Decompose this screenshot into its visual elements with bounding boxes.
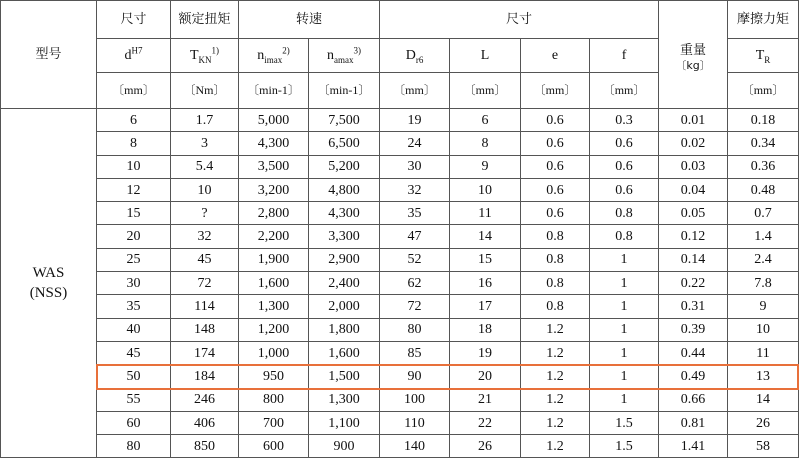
table-cell: 0.6	[521, 178, 590, 201]
table-cell: 0.12	[659, 225, 728, 248]
table-cell: 12	[97, 178, 171, 201]
table-cell: 25	[97, 248, 171, 271]
table-cell: 1,100	[309, 411, 380, 434]
unit-dr6: 〔mm〕	[380, 73, 450, 109]
table-cell: 1	[590, 248, 659, 271]
table-cell: 1,900	[239, 248, 309, 271]
table-cell: 14	[450, 225, 521, 248]
table-cell: 406	[171, 411, 239, 434]
table-cell: 5.4	[171, 155, 239, 178]
table-cell: 2,200	[239, 225, 309, 248]
table-cell: 17	[450, 295, 521, 318]
table-cell: 80	[380, 318, 450, 341]
table-row	[1, 318, 799, 341]
sym-tr: $T_R$	[728, 39, 799, 73]
table-cell: 1.2	[521, 388, 590, 411]
table-cell: 2.4	[728, 248, 799, 271]
table-cell: 1.2	[521, 341, 590, 364]
unit-e: 〔mm〕	[521, 73, 590, 109]
table-cell: 0.49	[659, 365, 728, 388]
table-cell: 3,500	[239, 155, 309, 178]
table-cell: 1,500	[309, 365, 380, 388]
table-cell: 0.6	[521, 155, 590, 178]
table-cell: 4,300	[239, 132, 309, 155]
table-cell: 2,400	[309, 272, 380, 295]
table-cell: 10	[450, 178, 521, 201]
table-cell: 3,200	[239, 178, 309, 201]
table-cell: 4,800	[309, 178, 380, 201]
table-row	[1, 388, 799, 411]
table-cell: 114	[171, 295, 239, 318]
table-cell: 2,900	[309, 248, 380, 271]
table-cell: 15	[450, 248, 521, 271]
table-cell: 72	[380, 295, 450, 318]
table-cell: 30	[97, 272, 171, 295]
table-cell: 35	[380, 202, 450, 225]
table-cell: 35	[97, 295, 171, 318]
unit-nimax: 〔min-1〕	[239, 73, 309, 109]
table-cell: 0.22	[659, 272, 728, 295]
model-cell	[1, 109, 97, 458]
table-cell: 900	[309, 435, 380, 458]
table-cell: 6	[450, 109, 521, 132]
table-cell: 1.4	[728, 225, 799, 248]
table-cell: 850	[171, 435, 239, 458]
table-cell: 0.66	[659, 388, 728, 411]
table-cell: 0.81	[659, 411, 728, 434]
table-cell: 0.44	[659, 341, 728, 364]
table-row	[1, 365, 799, 388]
table-cell: 0.36	[728, 155, 799, 178]
table-cell: 20	[97, 225, 171, 248]
table-cell: 7,500	[309, 109, 380, 132]
table-cell: 800	[239, 388, 309, 411]
table-cell: 21	[450, 388, 521, 411]
table-cell: 85	[380, 341, 450, 364]
table-cell: 1,600	[309, 341, 380, 364]
table-row	[1, 248, 799, 271]
table-cell: 62	[380, 272, 450, 295]
table-cell: 600	[239, 435, 309, 458]
table-cell: 90	[380, 365, 450, 388]
weight-label: 重量	[680, 43, 707, 58]
table-cell: 55	[97, 388, 171, 411]
table-cell: 0.04	[659, 178, 728, 201]
header-friction-torque: 摩擦力矩	[728, 1, 799, 39]
table-cell: 10	[171, 178, 239, 201]
model-name: WAS	[32, 265, 65, 282]
table-cell: 100	[380, 388, 450, 411]
table-cell: 0.8	[521, 295, 590, 318]
weight-unit: 〔kg〕	[675, 59, 711, 72]
sym-dr6: $D_{r6}$	[380, 39, 450, 73]
table-cell: 0.39	[659, 318, 728, 341]
table-cell: 50	[97, 365, 171, 388]
table-cell: 0.14	[659, 248, 728, 271]
table-row	[1, 155, 799, 178]
table-cell: 1,300	[309, 388, 380, 411]
table-cell: 0.48	[728, 178, 799, 201]
unit-tr: 〔mm〕	[728, 73, 799, 109]
table-cell: 11	[450, 202, 521, 225]
table-cell: 1	[590, 341, 659, 364]
table-cell: 2,000	[309, 295, 380, 318]
table-cell: 8	[450, 132, 521, 155]
table-cell: 0.6	[521, 202, 590, 225]
table-cell: 80	[97, 435, 171, 458]
table-row	[1, 225, 799, 248]
table-cell: 1,800	[309, 318, 380, 341]
table-cell: 0.6	[521, 132, 590, 155]
table-cell: ?	[171, 202, 239, 225]
table-cell: 20	[450, 365, 521, 388]
table-cell: 60	[97, 411, 171, 434]
table-cell: 19	[450, 341, 521, 364]
table-cell: 0.31	[659, 295, 728, 318]
table-cell: 1	[590, 388, 659, 411]
table-row	[1, 109, 799, 132]
table-row	[1, 132, 799, 155]
table-cell: 1,600	[239, 272, 309, 295]
table-cell: 15	[97, 202, 171, 225]
table-cell: 10	[97, 155, 171, 178]
header-weight	[659, 1, 728, 109]
table-cell: 0.8	[590, 225, 659, 248]
table-cell: 19	[380, 109, 450, 132]
table-cell: 0.6	[590, 178, 659, 201]
table-cell: 0.03	[659, 155, 728, 178]
unit-f: 〔mm〕	[590, 73, 659, 109]
table-cell: 1	[590, 318, 659, 341]
table-cell: 5,200	[309, 155, 380, 178]
table-cell: 10	[728, 318, 799, 341]
table-cell: 26	[728, 411, 799, 434]
sym-namax: $n_{amax}^{3)}$	[309, 39, 380, 73]
unit-d: 〔mm〕	[97, 73, 171, 109]
table-cell: 0.8	[590, 202, 659, 225]
table-row	[1, 272, 799, 295]
table-cell: 8	[97, 132, 171, 155]
table-cell: 1,200	[239, 318, 309, 341]
table-cell: 174	[171, 341, 239, 364]
table-cell: 18	[450, 318, 521, 341]
table-cell: 700	[239, 411, 309, 434]
table-cell: 0.8	[521, 248, 590, 271]
table-cell: 45	[171, 248, 239, 271]
table-cell: 0.05	[659, 202, 728, 225]
table-row	[1, 435, 799, 458]
table-cell: 2,800	[239, 202, 309, 225]
table-cell: 1	[590, 272, 659, 295]
table-cell: 16	[450, 272, 521, 295]
table-cell: 950	[239, 365, 309, 388]
header-model: 型号	[1, 1, 97, 109]
table-cell: 0.6	[590, 155, 659, 178]
table-cell: 148	[171, 318, 239, 341]
table-cell: 0.18	[728, 109, 799, 132]
table-cell: 0.7	[728, 202, 799, 225]
table-row	[1, 295, 799, 318]
table-cell: 1.2	[521, 318, 590, 341]
table-cell: 0.02	[659, 132, 728, 155]
sym-d: $d^{H7}$	[97, 39, 171, 73]
unit-tkn: 〔Nm〕	[171, 73, 239, 109]
table-cell: 1.2	[521, 365, 590, 388]
table-cell: 58	[728, 435, 799, 458]
table-cell: 32	[380, 178, 450, 201]
table-cell: 40	[97, 318, 171, 341]
sym-nimax: $n_{imax}^{2)}$	[239, 39, 309, 73]
table-cell: 0.6	[521, 109, 590, 132]
table-cell: 47	[380, 225, 450, 248]
table-cell: 0.8	[521, 272, 590, 295]
table-cell: 1.7	[171, 109, 239, 132]
table-cell: 9	[728, 295, 799, 318]
table-cell: 184	[171, 365, 239, 388]
model-series: (NSS)	[29, 285, 68, 302]
table-cell: 1.5	[590, 411, 659, 434]
table-cell: 1,300	[239, 295, 309, 318]
header-dimensions: 尺寸	[380, 1, 659, 39]
table-cell: 7.8	[728, 272, 799, 295]
table-cell: 110	[380, 411, 450, 434]
table-cell: 5,000	[239, 109, 309, 132]
sym-l: L	[450, 39, 521, 73]
table-cell: 4,300	[309, 202, 380, 225]
table-cell: 1.5	[590, 435, 659, 458]
table-cell: 32	[171, 225, 239, 248]
table-cell: 72	[171, 272, 239, 295]
header-speed: 转速	[239, 1, 380, 39]
table-cell: 11	[728, 341, 799, 364]
table-cell: 26	[450, 435, 521, 458]
table-cell: 0.34	[728, 132, 799, 155]
table-row	[1, 411, 799, 434]
sym-e: e	[521, 39, 590, 73]
table-cell: 0.6	[590, 132, 659, 155]
table-cell: 1,000	[239, 341, 309, 364]
table-cell: 30	[380, 155, 450, 178]
table-cell: 3,300	[309, 225, 380, 248]
sym-tkn: $T_{KN}^{1)}$	[171, 39, 239, 73]
header-size: 尺寸	[97, 1, 171, 39]
unit-namax: 〔min-1〕	[309, 73, 380, 109]
table-cell: 0.3	[590, 109, 659, 132]
table-cell: 6	[97, 109, 171, 132]
table-cell: 9	[450, 155, 521, 178]
sym-f: f	[590, 39, 659, 73]
table-row	[1, 202, 799, 225]
table-cell: 13	[728, 365, 799, 388]
header-rated-torque: 额定扭矩	[171, 1, 239, 39]
table-cell: 45	[97, 341, 171, 364]
table-row	[1, 178, 799, 201]
table-cell: 140	[380, 435, 450, 458]
table-cell: 6,500	[309, 132, 380, 155]
table-cell: 1	[590, 365, 659, 388]
table-cell: 1.2	[521, 411, 590, 434]
table-cell: 1	[590, 295, 659, 318]
table-cell: 0.01	[659, 109, 728, 132]
table-cell: 22	[450, 411, 521, 434]
table-cell: 246	[171, 388, 239, 411]
table-cell: 3	[171, 132, 239, 155]
table-cell: 1.41	[659, 435, 728, 458]
unit-l: 〔mm〕	[450, 73, 521, 109]
table-cell: 1.2	[521, 435, 590, 458]
table-cell: 52	[380, 248, 450, 271]
table-row	[1, 341, 799, 364]
table-cell: 0.8	[521, 225, 590, 248]
table-cell: 24	[380, 132, 450, 155]
table-cell: 14	[728, 388, 799, 411]
